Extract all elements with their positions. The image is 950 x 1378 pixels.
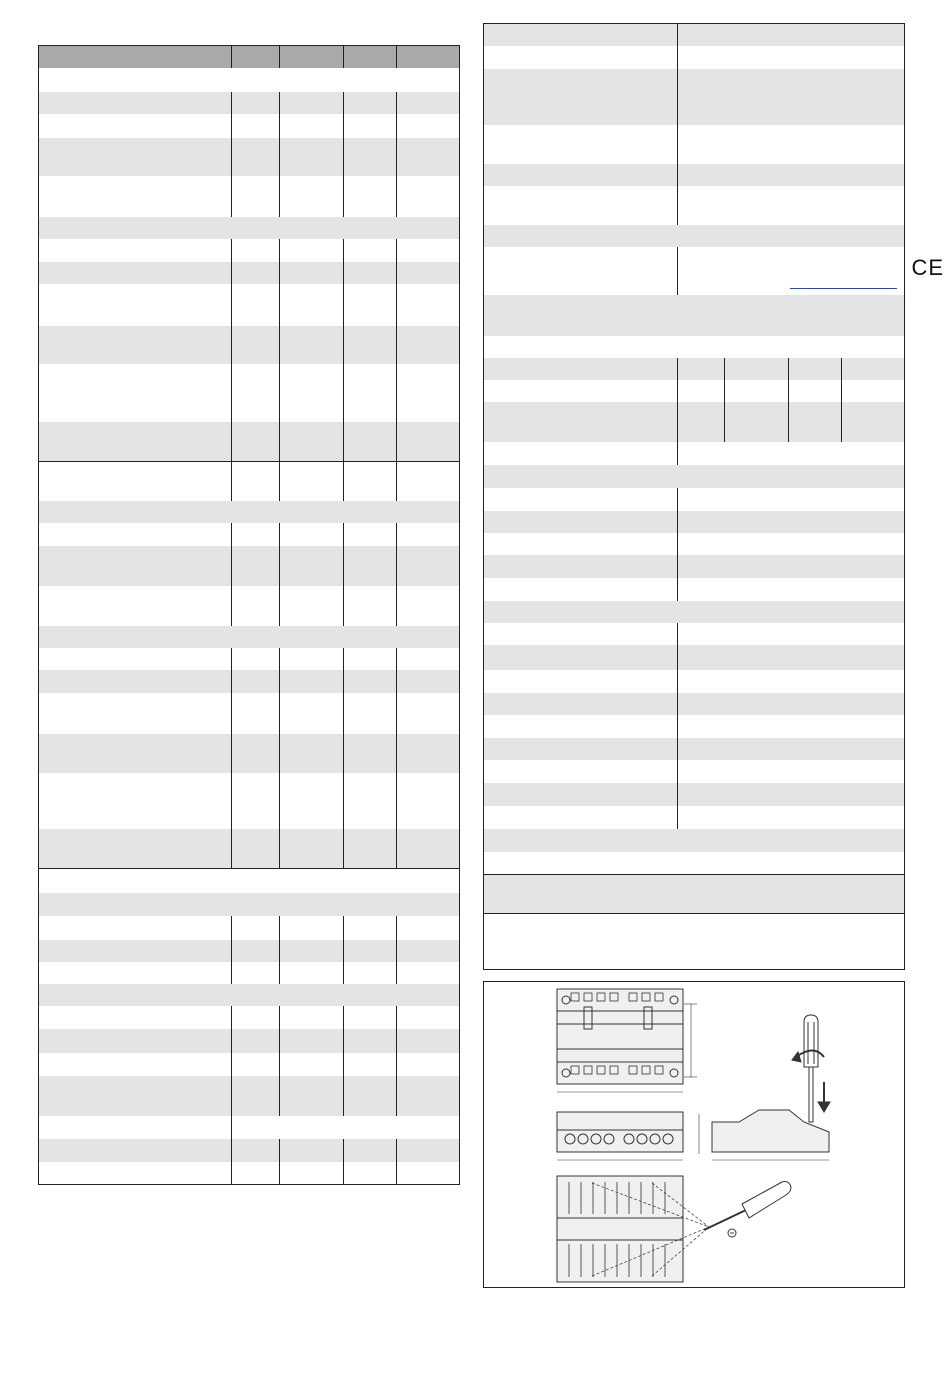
screwdriver-icon (804, 1015, 818, 1122)
side-view-drawing (557, 1110, 829, 1160)
right-spec-table (483, 23, 905, 970)
mounting-figure (483, 981, 905, 1288)
down-arrow-icon (818, 1082, 830, 1112)
screwdriver-icon (704, 1182, 791, 1237)
left-spec-table (38, 45, 460, 1185)
rear-view-drawing (557, 1176, 709, 1282)
link-underline[interactable] (790, 288, 897, 289)
front-view-drawing (557, 989, 697, 1092)
technical-drawing (484, 982, 904, 1287)
ce-mark: CE (911, 255, 944, 280)
